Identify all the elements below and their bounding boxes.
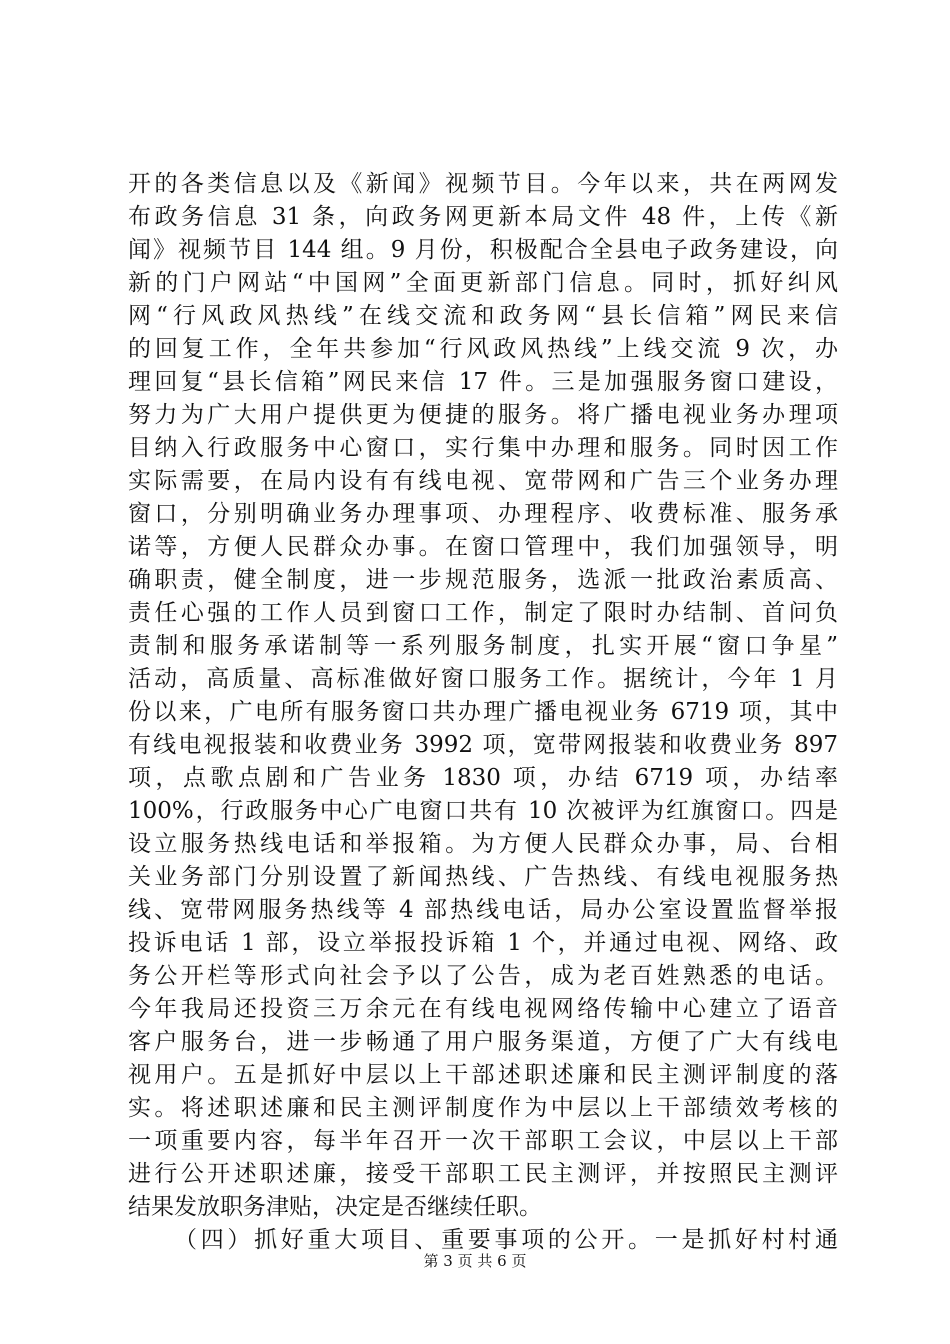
- text-line: 线、宽带网服务热线等 4 部热线电话，局办公室设置监督举报: [128, 897, 838, 923]
- paragraph-end-line: 结果发放职务津贴，决定是否继续任职。: [128, 1194, 542, 1220]
- text-line: 份以来，广电所有服务窗口共办理广播电视业务 6719 项，其中: [128, 699, 838, 725]
- text-line: 理回复“县长信箱”网民来信 17 件。三是加强服务窗口建设，: [128, 369, 838, 395]
- text-line: 客户服务台，进一步畅通了用户服务渠道，方便了广大有线电: [128, 1029, 838, 1055]
- text-line: 努力为广大用户提供更为便捷的服务。将广播电视业务办理项: [128, 402, 838, 428]
- text-line: 实。将述职述廉和民主测评制度作为中层以上干部绩效考核的: [128, 1095, 838, 1121]
- text-line: 诺等，方便人民群众办事。在窗口管理中，我们加强领导，明: [128, 534, 838, 560]
- text-line: 投诉电话 1 部，设立举报投诉箱 1 个，并通过电视、网络、政: [128, 930, 838, 956]
- text-line: 开的各类信息以及《新闻》视频节目。今年以来，共在两网发: [128, 171, 838, 197]
- text-line: 闻》视频节目 144 组。9 月份，积极配合全县电子政务建设，向: [128, 237, 838, 263]
- text-line: 实际需要，在局内设有有线电视、宽带网和广告三个业务办理: [128, 468, 838, 494]
- text-line: 责任心强的工作人员到窗口工作，制定了限时办结制、首问负: [128, 600, 838, 626]
- text-line: 视用户。五是抓好中层以上干部述职述廉和民主测评制度的落: [128, 1062, 838, 1088]
- text-line: 进行公开述职述廉，接受干部职工民主测评，并按照民主测评: [128, 1161, 838, 1187]
- text-line: 目纳入行政服务中心窗口，实行集中办理和服务。同时因工作: [128, 435, 838, 461]
- text-line: 新的门户网站“中国网”全面更新部门信息。同时，抓好纠风: [128, 270, 838, 296]
- page-number-footer: 第 3 页 共 6 页: [423, 1252, 527, 1270]
- text-line: 布政务信息 31 条，向政务网更新本局文件 48 件，上传《新: [128, 204, 838, 230]
- text-line: 设立服务热线电话和举报箱。为方便人民群众办事，局、台相: [128, 831, 838, 857]
- text-line: 项，点歌点剧和广告业务 1830 项，办结 6719 项，办结率: [128, 765, 838, 791]
- text-line: 责制和服务承诺制等一系列服务制度，扎实开展“窗口争星”: [128, 633, 838, 659]
- text-line: 有线电视报装和收费业务 3992 项，宽带网报装和收费业务 897: [128, 732, 838, 758]
- text-line: 窗口，分别明确业务办理事项、办理程序、收费标准、服务承: [128, 501, 838, 527]
- text-line: 网“行风政风热线”在线交流和政务网“县长信箱”网民来信: [128, 303, 838, 329]
- section-heading-line: （四）抓好重大项目、重要事项的公开。一是抓好村村通: [174, 1227, 838, 1253]
- text-line: 的回复工作，全年共参加“行风政风热线”上线交流 9 次，办: [128, 336, 838, 362]
- text-line: 务公开栏等形式向社会予以了公告，成为老百姓熟悉的电话。: [128, 963, 838, 989]
- text-line: 关业务部门分别设置了新闻热线、广告热线、有线电视服务热: [128, 864, 838, 890]
- text-line: 活动，高质量、高标准做好窗口服务工作。据统计，今年 1 月: [128, 666, 838, 692]
- text-line: 100%，行政服务中心广电窗口共有 10 次被评为红旗窗口。四是: [128, 798, 838, 824]
- text-line: 确职责，健全制度，进一步规范服务，选派一批政治素质高、: [128, 567, 838, 593]
- text-line: 今年我局还投资三万余元在有线电视网络传输中心建立了语音: [128, 996, 838, 1022]
- body-text: [128, 168, 838, 1257]
- text-line: 一项重要内容，每半年召开一次干部职工会议，中层以上干部: [128, 1128, 838, 1154]
